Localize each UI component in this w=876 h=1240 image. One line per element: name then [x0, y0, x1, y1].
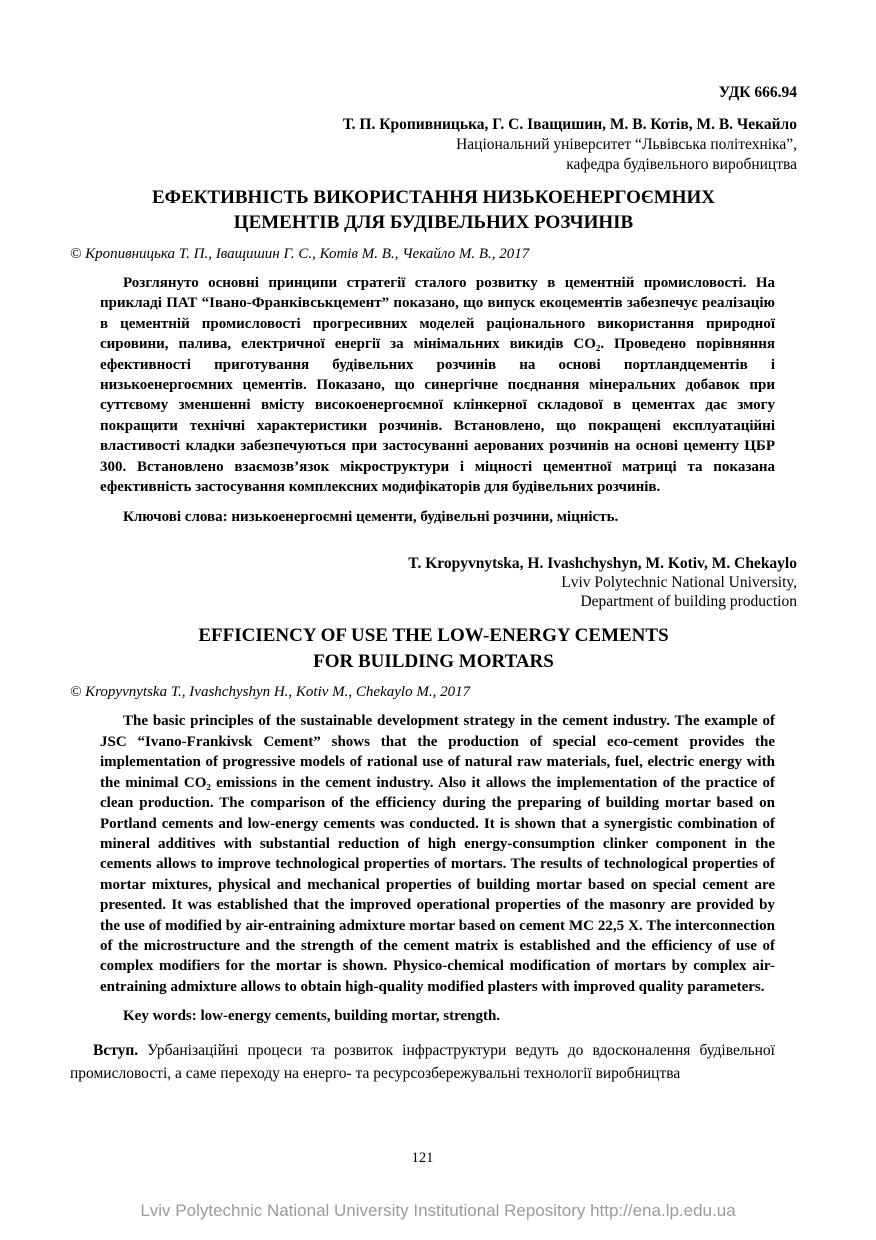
paper-title-uk-line1: ЕФЕКТИВНІСТЬ ВИКОРИСТАННЯ НИЗЬКОЕНЕРГОЄМНИХ [151, 187, 715, 208]
paper-title-uk [70, 185, 797, 235]
copyright-en: © Kropyvnytska T., Ivashchyshyn H., Kotiv M., Chekaylo M., 2017 [70, 684, 471, 701]
abstract-en: The basic principles of the sustainable development strategy in the cement industry. The example of JSC “Ivano-Frankivsk Cement” shows that the production of special eco-cement provides the implementation of progressive models of rational use of natural raw materials, fuel, electric energy with the minimal CO₂ emissions in the cement industry. Also it allows the implementation of the practice of clean production. The comparison of the efficiency during the preparing of building mortar based on Portland cements and low-energy cements was conducted. It is shown that a synergistic combination of mineral additives with substantial reduction of high energy-consumption clinker component in the cements allows to improve technological properties of mortars. The results of technological properties of mortar mixtures, physical and mechanical properties of building mortar based on special cement are presented. It was established that the improved operational properties of the masonry are provided by the use of modified by air-entraining admixture mortar based on cement MC 22,5 X. The interconnection of the microstructure and the strength of the cement matrix is established and the efficiency of use of complex modifiers for the mortar is shown. Physico-chemical modification of mortars by complex air-entraining admixture allows to obtain high-quality modified plasters with improved quality parameters. [100, 713, 775, 995]
keywords-uk: Ключові слова: низькоенергоємні цементи, будівельні розчини, міцність. [123, 509, 619, 526]
keywords-en: Key words: low-energy cements, building mortar, strength. [123, 1008, 501, 1025]
affiliation-uk-department: кафедра будівельного виробництва [566, 156, 797, 173]
authors-en: T. Kropyvnytska, H. Ivashchyshyn, M. Kotiv, M. Chekaylo [408, 555, 797, 573]
affiliation-en-department: Department of building production [580, 593, 797, 611]
affiliation-en-university: Lviv Polytechnic National University, [561, 574, 797, 592]
intro-paragraph [70, 1039, 775, 1085]
paper-title-en-line1: EFFICIENCY OF USE THE LOW-ENERGY CEMENTS [198, 625, 669, 647]
abstract-uk: Розглянуто основні принципи стратегії сталого розвитку в цементній промисловості. На прикладі ПАТ “Івано-Франківськцемент” показано, що випуск екоцементів забезпечує реалізацію в цементній промисловості прогресивних моделей раціонального використання природної сировини, палива, електричної енергії за мінімальних викидів СО₂. Проведено порівняння ефективності приготування будівельних розчинів на основі портландцементів і низькоенергоємних цементів. Показано, що синергічне поєднання мінеральних добавок при суттєвому зменшенні вмісту високоенергоємної клінкерної складової в цементах дає змогу покращити технічні характеристики розчинів. Встановлено, що покращені експлуатаційні властивості кладки забезпечуються при застосуванні аерованих розчинів на основі цементу ЦБР 300. Встановлено взаємозв’язок мікроструктури і міцності цементної матриці та показана ефективність застосування комплексних модифікаторів для будівельних розчинів. [100, 275, 775, 496]
paper-title-uk-line2: ЦЕМЕНТІВ ДЛЯ БУДІВЕЛЬНИХ РОЗЧИНІВ [233, 212, 634, 233]
paper-title-en [70, 623, 797, 675]
intro-text: Урбанізаційні процеси та розвиток інфраструктури ведуть до вдосконалення будівельної промисловості, а саме переходу на енерго- та ресурсозбережувальні технології виробництва [70, 1042, 775, 1083]
affiliation-uk-university: Національний університет “Львівська політехніка”, [456, 136, 797, 153]
authors-uk: Т. П. Кропивницька, Г. С. Іващишин, М. В. Котів, М. В. Чекайло [342, 116, 797, 133]
repository-footer: Lviv Polytechnic National University Institutional Repository http://ena.lp.edu.ua [140, 1201, 736, 1220]
intro-lead: Вступ. [93, 1042, 139, 1060]
page-number: 121 [411, 1150, 434, 1166]
copyright-uk: © Кропивницька Т. П., Іващишин Г. С., Котів М. В., Чекайло М. В., 2017 [70, 246, 530, 262]
paper-title-en-line2: FOR BUILDING MORTARS [313, 651, 554, 673]
udc-label: УДК 666.94 [718, 84, 797, 101]
